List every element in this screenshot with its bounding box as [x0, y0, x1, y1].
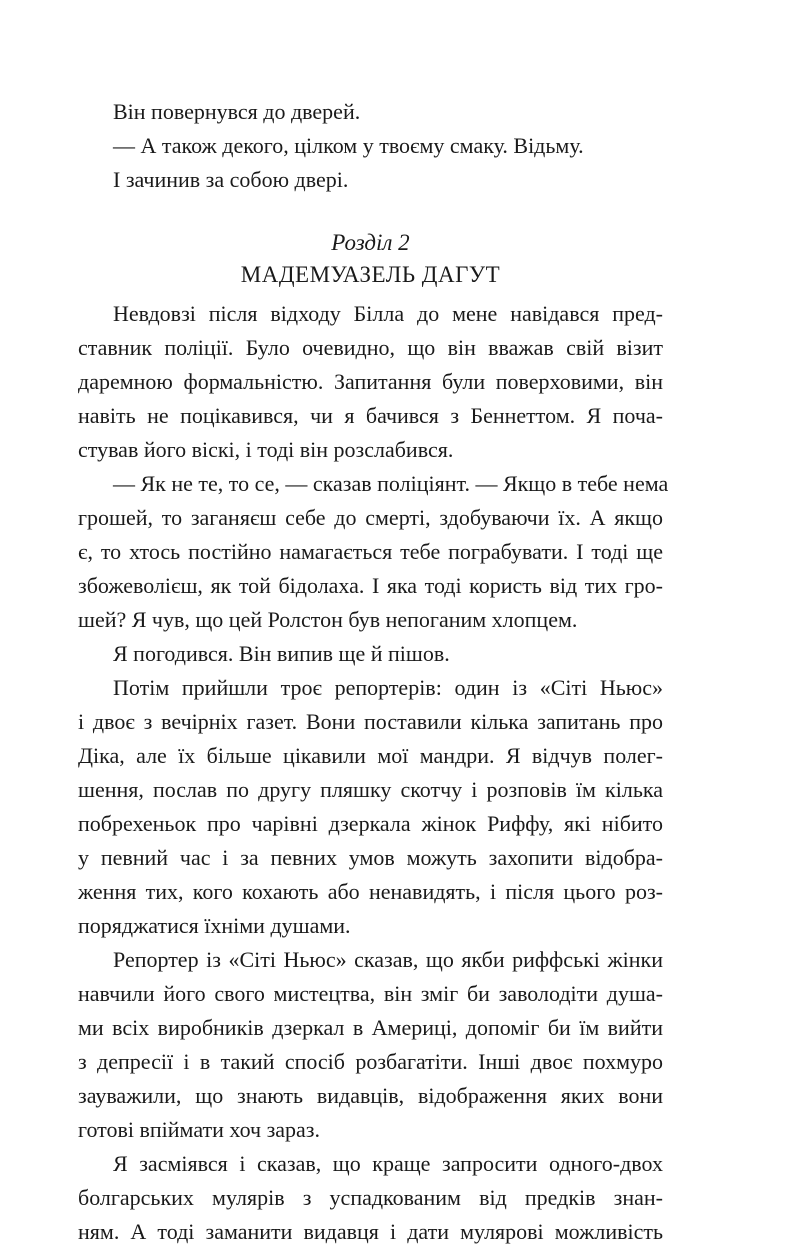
body-line: — Як не те, то се, — сказав поліціянт. — Якщо в тебе нема: [113, 471, 669, 496]
body-line: болгарських мулярів з успадкованим від предків знан-: [78, 1185, 663, 1210]
body-line: зауважили, що знають видавців, відображення яких вони: [78, 1083, 663, 1108]
opening-line: І зачинив за собою двері.: [113, 167, 349, 192]
body-line: стував його віскі, і тоді він розслабився.: [78, 437, 454, 462]
body-line: Потім прийшли троє репортерів: один із «Сіті Ньюс»: [113, 675, 663, 700]
body-line: ставник поліції. Було очевидно, що він вважав свій візит: [78, 335, 663, 360]
opening-line: Він повернувся до дверей.: [113, 99, 361, 124]
body-line: збожеволієш, як той бідолаха. І яка тоді користь від тих гро-: [78, 573, 663, 598]
body-line: шей? Я чув, що цей Ролстон був непоганим хлопцем.: [78, 607, 578, 632]
body-line: Я засміявся і сказав, що краще запросити одного-двох: [113, 1151, 663, 1176]
body-line: ми всіх виробників дзеркал в Америці, допоміг би їм вийти: [78, 1015, 663, 1040]
body-line: ням. А тоді заманити видавця і дати мулярові можливість: [78, 1219, 663, 1244]
body-line: готові впіймати хоч зараз.: [78, 1117, 320, 1142]
chapter-title: МАДЕМУАЗЕЛЬ ДАГУТ: [240, 262, 501, 287]
body-line: ження тих, кого кохають або ненавидять, і після цього роз-: [78, 879, 663, 904]
body-line: Я погодився. Він випив ще й пішов.: [113, 641, 450, 666]
body-line: є, то хтось постійно намагається тебе пограбувати. І тоді ще: [78, 539, 663, 564]
body-line: і двоє з вечірніх газет. Вони поставили кілька запитань про: [78, 709, 663, 734]
body-line: грошей, то заганяєш себе до смерті, здобуваючи їх. А якщо: [78, 505, 663, 530]
body-line: поряджатися їхніми душами.: [78, 913, 351, 938]
chapter-number: Розділ 2: [331, 230, 410, 255]
body-line: даремною формальністю. Запитання були поверховими, він: [78, 369, 663, 394]
body-line: Репортер із «Сіті Ньюс» сказав, що якби риффські жінки: [113, 947, 663, 972]
body-line: у певний час і за певних умов можуть захопити відобра-: [78, 845, 663, 870]
body-line: Невдовзі після відходу Білла до мене навідався пред-: [113, 301, 663, 326]
opening-line: — А також декого, цілком у твоєму смаку. Відьму.: [113, 133, 584, 158]
body-line: Діка, але їх більше цікавили мої мандри. Я відчув полег-: [78, 743, 663, 768]
body-line: побрехеньок про чарівні дзеркала жінок Риффу, які нібито: [78, 811, 663, 836]
body-line: шення, послав по другу пляшку скотчу і розповів їм кілька: [78, 777, 663, 802]
body-line: навчили його свого мистецтва, він зміг би заволодіти душа-: [78, 981, 663, 1006]
body-line: навіть не поцікавився, чи я бачився з Беннеттом. Я поча-: [78, 403, 663, 428]
body-line: з депресії і в такий спосіб розбагатіти. Інші двоє похмуро: [78, 1049, 663, 1074]
